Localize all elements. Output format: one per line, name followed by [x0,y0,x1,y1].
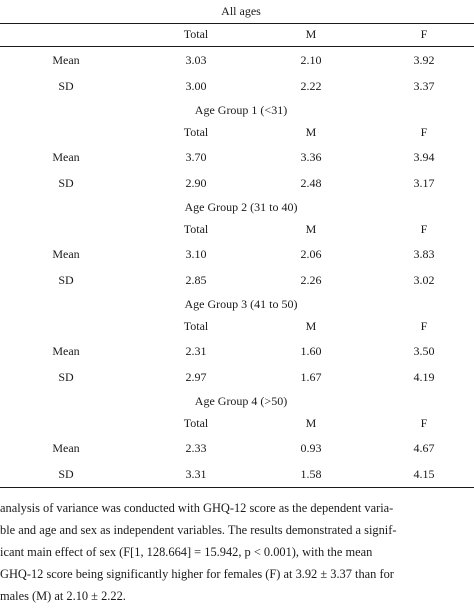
cell-total: 2.90 [185,176,207,190]
column-header-f: F [420,319,428,333]
column-header-f: F [420,222,428,236]
column-header-total: Total [183,319,209,333]
column-header-row [0,219,474,241]
column-header-total: Total [183,27,209,41]
cell-total: 3.31 [185,467,207,481]
group-title-age-group-3: Age Group 3 (41 to 50) [184,297,298,311]
paragraph-line: males (M) at 2.10 ± 2.22. [0,589,126,603]
cell-m: 1.60 [300,344,322,358]
cell-total: 2.33 [185,441,207,455]
paragraph-line: icant main effect of sex (F[1, 128.664] = 15.942, p < 0.001), with the mean [0,545,373,559]
group-title-all-ages: All ages [221,4,261,18]
cell-total: 3.03 [185,53,207,67]
cell-m: 1.58 [300,467,322,481]
column-header-f: F [420,125,428,139]
column-header-m: M [305,27,317,41]
cell-f: 3.02 [413,273,435,287]
paragraph-line: GHQ-12 score being significantly higher for females (F) at 3.92 ± 3.37 than for [0,567,394,581]
column-header-row [0,24,474,46]
row-label: SD [58,370,74,384]
column-header-m: M [305,319,317,333]
row-label: Mean [52,150,80,164]
paragraph-line: ble and age and sex as independent variables. The results demonstrated a signif- [0,523,397,537]
column-header-f: F [420,416,428,430]
table-row [0,47,474,73]
cell-total: 3.10 [185,247,207,261]
cell-m: 3.36 [300,150,322,164]
row-label: Mean [52,441,80,455]
cell-total: 2.85 [185,273,207,287]
table-row [0,170,474,196]
cell-f: 3.37 [413,79,435,93]
row-label: SD [58,467,74,481]
cell-m: 2.48 [300,176,322,190]
cell-f: 3.83 [413,247,435,261]
column-header-total: Total [183,416,209,430]
row-label: Mean [52,344,80,358]
column-header-m: M [305,125,317,139]
cell-m: 2.26 [300,273,322,287]
cell-f: 3.94 [413,150,435,164]
paragraph-line: analysis of variance was conducted with GHQ-12 score as the dependent varia- [0,501,394,515]
column-header-row [0,316,474,338]
cell-f: 4.67 [413,441,435,455]
row-label: Mean [52,247,80,261]
cell-m: 2.06 [300,247,322,261]
cell-m: 0.93 [300,441,322,455]
column-header-m: M [305,222,317,236]
cell-m: 2.22 [300,79,322,93]
table-row [0,144,474,170]
cell-total: 3.70 [185,150,207,164]
column-header-m: M [305,416,317,430]
column-header-total: Total [183,222,209,236]
cell-f: 3.17 [413,176,435,190]
row-label: SD [58,79,74,93]
cell-total: 2.97 [185,370,207,384]
cell-m: 1.67 [300,370,322,384]
row-label: SD [58,273,74,287]
row-label: SD [58,176,74,190]
cell-total: 2.31 [185,344,207,358]
cell-f: 3.50 [413,344,435,358]
body-paragraph [0,497,474,607]
row-label: Mean [52,53,80,67]
column-header-row [0,122,474,144]
group-title-age-group-2: Age Group 2 (31 to 40) [184,200,298,214]
table-row [0,461,474,487]
cell-m: 2.10 [300,53,322,67]
table-row [0,241,474,267]
table-row [0,364,474,390]
column-header-f: F [420,27,428,41]
group-title-age-group-1: Age Group 1 (<31) [194,103,288,117]
table-row [0,267,474,293]
group-title-age-group-4: Age Group 4 (>50) [194,394,288,408]
cell-f: 4.19 [413,370,435,384]
cell-f: 3.92 [413,53,435,67]
column-header-total: Total [183,125,209,139]
cell-f: 4.15 [413,467,435,481]
column-header-row [0,413,474,435]
table-row [0,338,474,364]
cell-total: 3.00 [185,79,207,93]
table-row [0,73,474,99]
table-bottom-rule [0,487,474,488]
table-row [0,435,474,461]
